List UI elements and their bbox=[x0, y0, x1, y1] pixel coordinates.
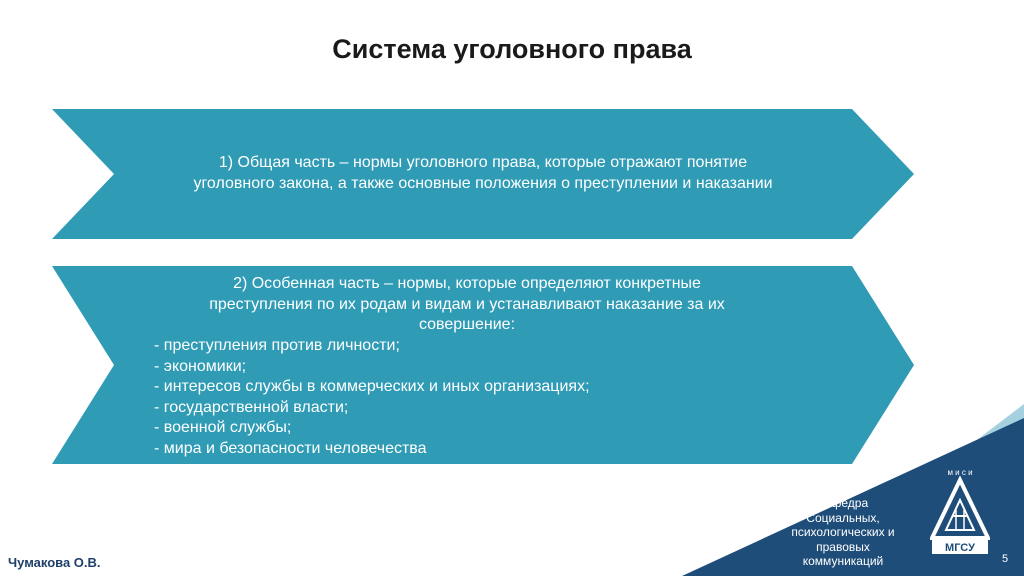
page-number: 5 bbox=[1002, 553, 1009, 565]
special-part-intro-line: 2) Особенная часть – нормы, которые определяют конкретные bbox=[233, 275, 701, 292]
page-title: Система уголовного права bbox=[332, 34, 692, 64]
department-line: Социальных, bbox=[806, 510, 880, 525]
department-line: психологических и bbox=[791, 525, 895, 539]
department-line: Кафедра bbox=[817, 496, 869, 510]
list-item: - преступления против личности; bbox=[154, 337, 400, 354]
general-part-text bbox=[112, 153, 854, 194]
logo-top-letters: м и с и bbox=[947, 468, 973, 477]
department-line: правовых коммуникаций bbox=[802, 539, 884, 568]
list-item: - военной службы; bbox=[154, 419, 292, 436]
author-name: Чумакова О.В. bbox=[8, 555, 101, 570]
list-item: - экономики; bbox=[154, 357, 247, 375]
department-label bbox=[778, 496, 908, 569]
special-part-chevron bbox=[52, 266, 914, 464]
general-part-chevron bbox=[52, 109, 914, 239]
list-item: - государственной власти; bbox=[154, 398, 349, 416]
general-part-line: уголовного закона, а также основные положения о преступлении и наказании bbox=[193, 174, 773, 192]
special-part-intro-line: преступления по их родам и видам и устанавливают наказание за их bbox=[209, 295, 725, 313]
mgsu-logo bbox=[930, 466, 990, 556]
general-part-line: 1) Общая часть – нормы уголовного права, которые отражают понятие bbox=[218, 154, 748, 171]
list-item: - интересов службы в коммерческих и иных организациях; bbox=[154, 378, 590, 395]
logo-text: МГСУ bbox=[945, 542, 975, 554]
crime-categories-list bbox=[154, 336, 590, 459]
special-part-intro-line: совершение: bbox=[418, 316, 516, 333]
special-part-intro bbox=[152, 274, 782, 336]
list-item: - мира и безопасности человечества bbox=[154, 439, 427, 457]
